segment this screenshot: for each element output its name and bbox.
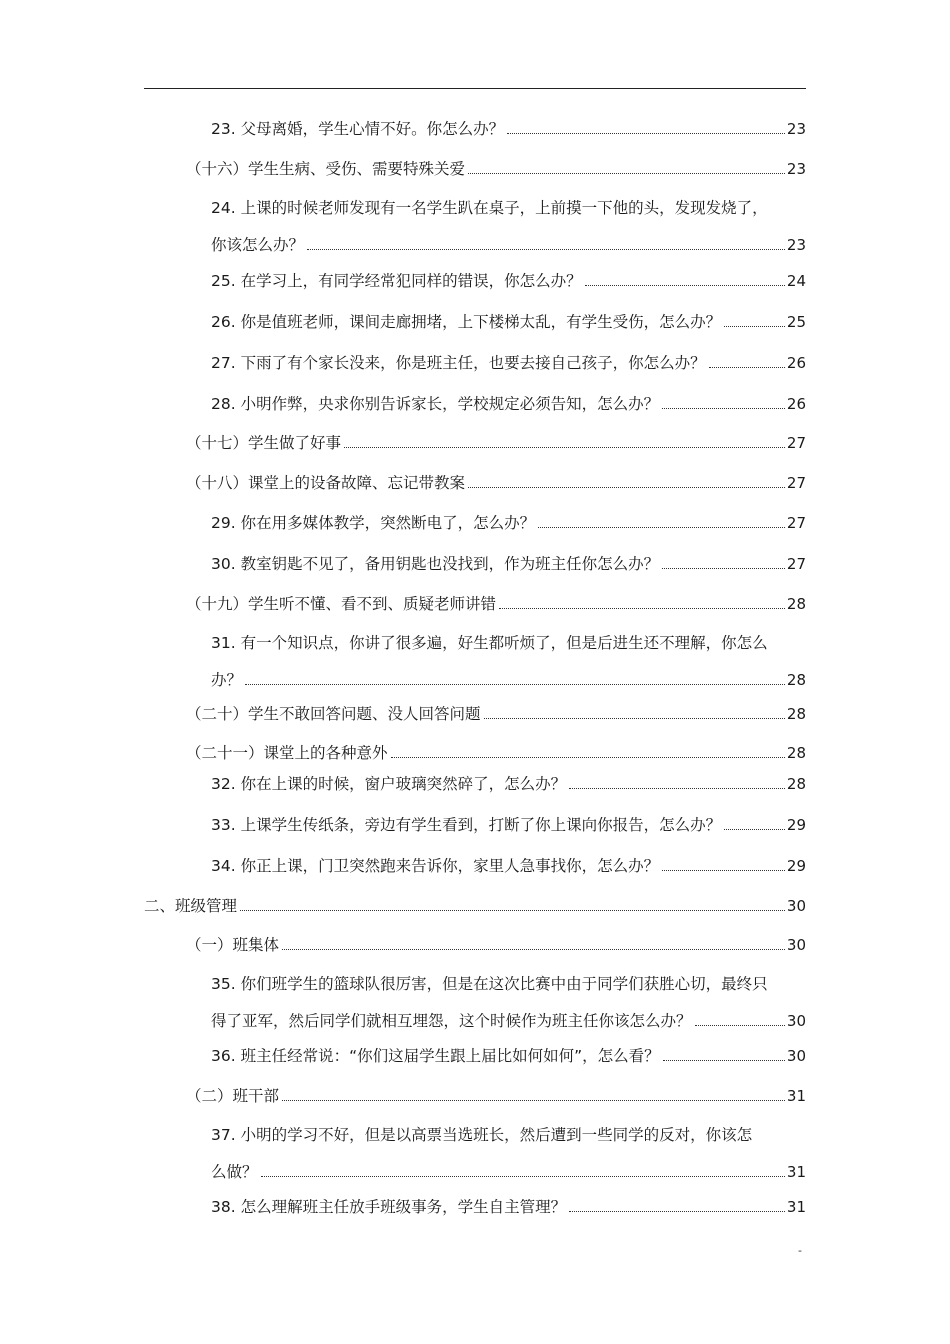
toc-entry-text: 25. 在学习上，有同学经常犯同样的错误，你怎么办？ — [211, 272, 582, 290]
toc-entry-text-line1: 31. 有一个知识点，你讲了很多遍，好生都听烦了，但是后进生还不理解，你怎么 — [211, 634, 768, 652]
leader-dots — [391, 757, 785, 758]
toc-entry-text: （十九）学生听不懂、看不到、质疑老师讲错 — [186, 595, 497, 613]
toc-entry[interactable] — [211, 1192, 806, 1216]
toc-entry[interactable] — [211, 769, 806, 793]
toc-page-number: 28 — [786, 671, 806, 689]
toc-page-number: 31 — [786, 1087, 806, 1105]
toc-page-number: 28 — [786, 595, 806, 613]
toc-entry[interactable] — [211, 508, 806, 532]
leader-dots — [282, 1100, 785, 1101]
toc-entry[interactable] — [211, 230, 806, 254]
leader-dots — [307, 249, 785, 250]
toc-page-number: 27 — [786, 434, 806, 452]
leader-dots — [724, 829, 785, 830]
toc-entry-text: 27. 下雨了有个家长没来，你是班主任，也要去接自己孩子，你怎么办？ — [211, 354, 706, 372]
toc-entry-text: 二、班级管理 — [144, 897, 238, 915]
leader-dots — [569, 788, 785, 789]
toc-entry-text: （二十一）课堂上的各种意外 — [186, 744, 388, 762]
toc-page-number: 23 — [786, 120, 806, 138]
leader-dots — [261, 1176, 785, 1177]
toc-page-number: 27 — [786, 514, 806, 532]
leader-dots — [724, 326, 785, 327]
toc-page-number: 30 — [786, 936, 806, 954]
toc-entry[interactable] — [211, 389, 806, 413]
toc-page-number: 28 — [786, 705, 806, 723]
toc-page-number: 30 — [786, 897, 806, 915]
toc-entry-text: 得了亚军，然后同学们就相互埋怨，这个时候作为班主任你该怎么办？ — [211, 1012, 692, 1030]
toc-page-number: 30 — [786, 1012, 806, 1030]
toc-entry[interactable] — [186, 699, 806, 723]
toc-entry-text: 33. 上课学生传纸条，旁边有学生看到，打断了你上课向你报告，怎么办？ — [211, 816, 722, 834]
toc-page-number: 26 — [786, 354, 806, 372]
toc-entry-text: 32. 你在上课的时候，窗户玻璃突然碎了，怎么办？ — [211, 775, 567, 793]
leader-dots — [282, 949, 785, 950]
toc-entry-text: 你该怎么办？ — [211, 236, 305, 254]
leader-dots — [499, 608, 785, 609]
toc-entry[interactable] — [186, 930, 806, 954]
toc-entry[interactable] — [186, 589, 806, 613]
toc-entry-text: 34. 你正上课，门卫突然跑来告诉你，家里人急事找你，怎么办？ — [211, 857, 660, 875]
toc-page-number: 28 — [786, 744, 806, 762]
toc-entry-text-line1: 35. 你们班学生的篮球队很厉害，但是在这次比赛中由于同学们获胜心切，最终只 — [211, 975, 768, 993]
toc-entry[interactable] — [186, 1081, 806, 1105]
toc-entry[interactable] — [211, 307, 806, 331]
leader-dots — [538, 527, 785, 528]
leader-dots — [662, 568, 785, 569]
toc-entry[interactable] — [144, 891, 806, 915]
leader-dots — [695, 1025, 785, 1026]
toc-entry-text: （一）班集体 — [186, 936, 280, 954]
page-footer-mark: - — [798, 1244, 802, 1257]
toc-page-number: 25 — [786, 313, 806, 331]
toc-entry[interactable] — [211, 1041, 806, 1065]
leader-dots — [662, 408, 785, 409]
toc-entry[interactable] — [211, 266, 806, 290]
leader-dots — [585, 285, 785, 286]
toc-entry-text: 36. 班主任经常说：“你们这届学生跟上届比如何如何”，怎么看？ — [211, 1047, 660, 1065]
leader-dots — [344, 447, 785, 448]
toc-entry-text: 29. 你在用多媒体教学，突然断电了，怎么办？ — [211, 514, 536, 532]
leader-dots — [662, 870, 785, 871]
leader-dots — [569, 1211, 785, 1212]
toc-entry[interactable] — [186, 154, 806, 178]
toc-page-number: 24 — [786, 272, 806, 290]
toc-entry-text: （二十）学生不敢回答问题、没人回答问题 — [186, 705, 481, 723]
toc-page-number: 29 — [786, 857, 806, 875]
toc-entry-text-line1: 24. 上课的时候老师发现有一名学生趴在桌子，上前摸一下他的头，发现发烧了， — [211, 199, 768, 217]
toc-entry-text: 26. 你是值班老师，课间走廊拥堵，上下楼梯太乱，有学生受伤，怎么办？ — [211, 313, 722, 331]
toc-entry[interactable] — [211, 348, 806, 372]
toc-page-number: 30 — [786, 1047, 806, 1065]
leader-dots — [240, 910, 785, 911]
toc-entry[interactable] — [186, 468, 806, 492]
toc-entry-text: 30. 教室钥匙不见了，备用钥匙也没找到，作为班主任你怎么办？ — [211, 555, 660, 573]
leader-dots — [507, 133, 785, 134]
toc-page-number: 23 — [786, 160, 806, 178]
toc-entry[interactable] — [211, 810, 806, 834]
toc-page-number: 31 — [786, 1163, 806, 1181]
toc-entry-text: 28. 小明作弊，央求你别告诉家长，学校规定必须告知，怎么办？ — [211, 395, 660, 413]
toc-page-number: 29 — [786, 816, 806, 834]
toc-entry[interactable] — [211, 114, 806, 138]
toc-page-number: 31 — [786, 1198, 806, 1216]
toc-page-number: 26 — [786, 395, 806, 413]
toc-entry[interactable] — [211, 549, 806, 573]
toc-entry-text: （十八）课堂上的设备故障、忘记带教案 — [186, 474, 466, 492]
toc-entry-text: 么做？ — [211, 1163, 258, 1181]
toc-entry-text: （十七）学生做了好事 — [186, 434, 342, 452]
toc-entry-text: （二）班干部 — [186, 1087, 280, 1105]
toc-entry[interactable] — [211, 1157, 806, 1181]
leader-dots — [709, 367, 785, 368]
toc-entry[interactable] — [211, 851, 806, 875]
toc-entry-text: 23. 父母离婚，学生心情不好。你怎么办？ — [211, 120, 505, 138]
header-rule — [144, 88, 806, 89]
leader-dots — [468, 487, 785, 488]
leader-dots — [468, 173, 785, 174]
toc-entry-text: （十六）学生生病、受伤、需要特殊关爱 — [186, 160, 466, 178]
toc-entry[interactable] — [211, 1006, 806, 1030]
toc-entry[interactable] — [186, 428, 806, 452]
toc-page-number: 23 — [786, 236, 806, 254]
toc-entry[interactable] — [186, 738, 806, 762]
toc-page-number: 27 — [786, 555, 806, 573]
toc-entry-text: 38. 怎么理解班主任放手班级事务，学生自主管理？ — [211, 1198, 567, 1216]
toc-entry-text-line1: 37. 小明的学习不好，但是以高票当选班长，然后遭到一些同学的反对，你该怎 — [211, 1126, 753, 1144]
leader-dots — [663, 1060, 785, 1061]
toc-page-number: 28 — [786, 775, 806, 793]
toc-page-number: 27 — [786, 474, 806, 492]
toc-entry[interactable] — [211, 665, 806, 689]
leader-dots — [484, 718, 785, 719]
toc-entry-text: 办？ — [211, 671, 243, 689]
leader-dots — [245, 684, 785, 685]
